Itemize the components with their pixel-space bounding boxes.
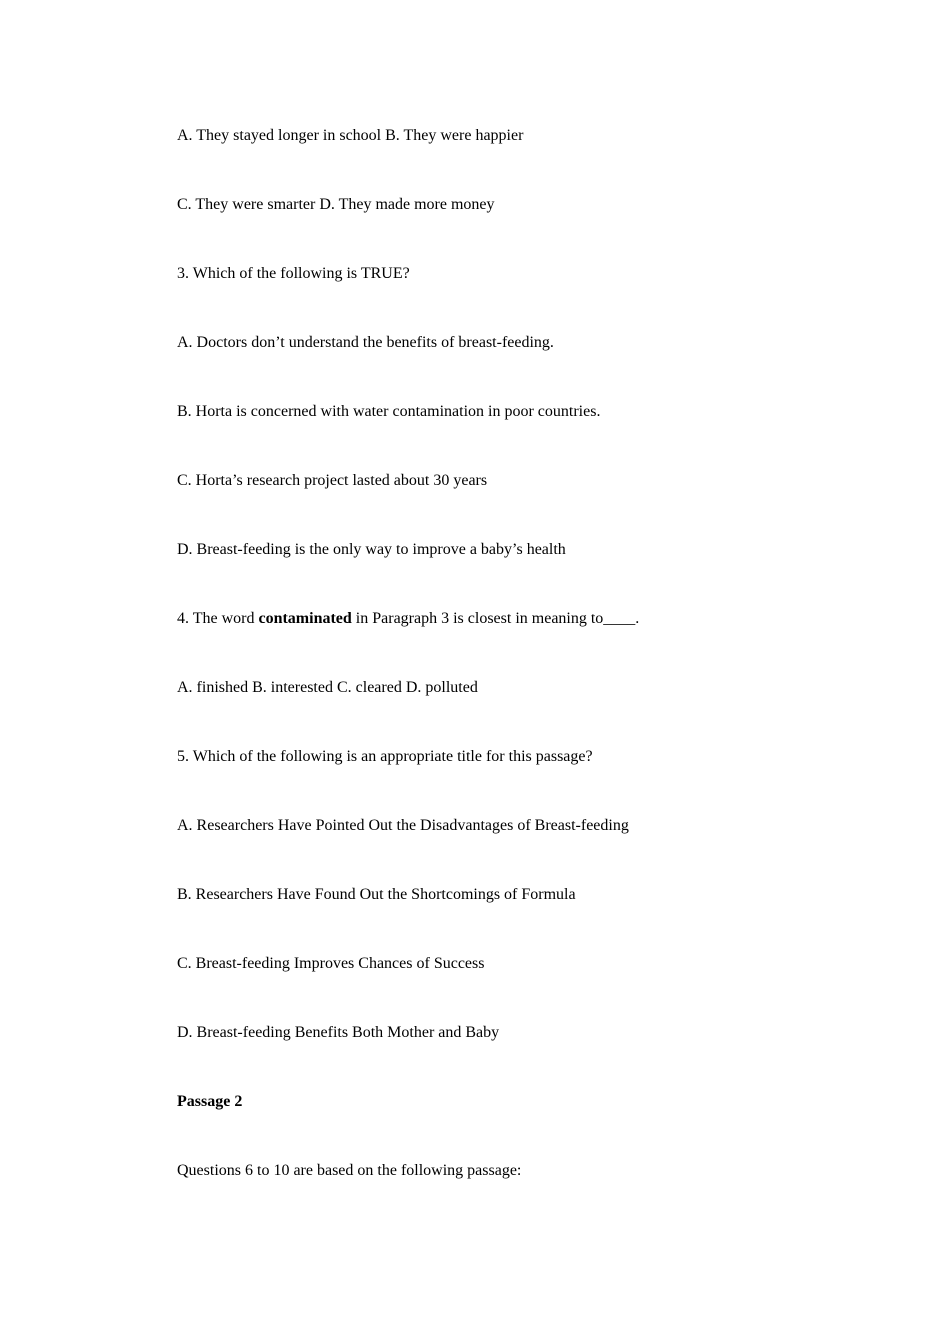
- q2-options-ab: A. They stayed longer in school B. They were happier: [177, 127, 524, 144]
- q3-question: 3. Which of the following is TRUE?: [177, 265, 410, 282]
- q4-question-keyword: contaminated: [258, 610, 352, 627]
- q3-option-b: B. Horta is concerned with water contamination in poor countries.: [177, 403, 601, 420]
- q3-option-d: D. Breast-feeding is the only way to improve a baby’s health: [177, 541, 566, 558]
- q5-option-b: B. Researchers Have Found Out the Shortcomings of Formula: [177, 886, 576, 903]
- q3-option-a: A. Doctors don’t understand the benefits of breast-feeding.: [177, 334, 554, 351]
- q4-question: [177, 607, 877, 676]
- q4-options: A. finished B. interested C. cleared D. polluted: [177, 679, 478, 696]
- q2-options-cd: C. They were smarter D. They made more money: [177, 196, 495, 213]
- q5-option-c: C. Breast-feeding Improves Chances of Success: [177, 955, 485, 972]
- q4-question-suffix: in Paragraph 3 is closest in meaning to____.: [351, 610, 640, 627]
- q3-option-c: C. Horta’s research project lasted about 30 years: [177, 472, 488, 489]
- q4-question-prefix: 4. The word: [177, 610, 259, 627]
- q5-question: 5. Which of the following is an appropriate title for this passage?: [177, 748, 593, 765]
- passage-2-heading: Passage 2: [177, 1093, 243, 1110]
- q5-option-a: A. Researchers Have Pointed Out the Disadvantages of Breast-feeding: [177, 817, 629, 834]
- passage-2-intro: Questions 6 to 10 are based on the following passage:: [177, 1162, 522, 1179]
- q5-option-d: D. Breast-feeding Benefits Both Mother and Baby: [177, 1024, 500, 1041]
- document-body: [177, 124, 877, 1228]
